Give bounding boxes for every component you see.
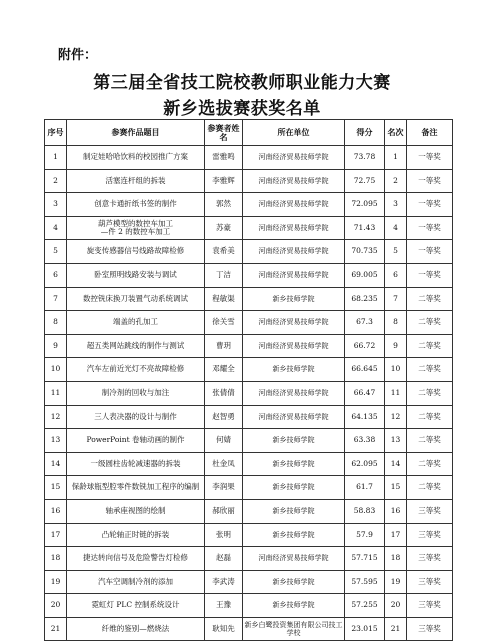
cell-name: 程敏渠: [205, 287, 243, 311]
cell-score: 67.3: [345, 311, 385, 335]
table-row: [45, 358, 453, 382]
cell-remark: 一等奖: [407, 263, 453, 287]
cell-index: 21: [45, 617, 67, 641]
cell-index: 11: [45, 381, 67, 405]
cell-name: 袁希美: [205, 240, 243, 264]
cell-score: 57.595: [345, 570, 385, 594]
cell-work: 汽车左前近光灯不亮故障检修: [67, 358, 205, 382]
cell-unit: 河南经济贸易技师学院: [243, 216, 345, 240]
cell-unit: 河南经济贸易技师学院: [243, 146, 345, 170]
cell-rank: 3: [385, 193, 407, 217]
cell-unit: 新乡技师学院: [243, 594, 345, 618]
cell-remark: 二等奖: [407, 429, 453, 453]
table-row: [45, 240, 453, 264]
table-row: [45, 476, 453, 500]
cell-unit: 新乡技师学院: [243, 476, 345, 500]
cell-unit: 河南经济贸易技师学院: [243, 405, 345, 429]
cell-name: 王豫: [205, 594, 243, 618]
cell-index: 8: [45, 311, 67, 335]
cell-work: 汽车空调制冷剂的添加: [67, 570, 205, 594]
cell-work: 保龄球瓶型腔零件数铣加工程序的编制: [67, 476, 205, 500]
cell-index: 2: [45, 169, 67, 193]
award-table: [44, 119, 453, 641]
header-rank: 名次: [385, 120, 407, 146]
cell-remark: 二等奖: [407, 287, 453, 311]
table-row: [45, 594, 453, 618]
table-row: [45, 452, 453, 476]
cell-remark: 二等奖: [407, 311, 453, 335]
cell-name: 赵磊: [205, 547, 243, 571]
table-body: [45, 146, 453, 641]
cell-name: 张倩倩: [205, 381, 243, 405]
cell-remark: 二等奖: [407, 452, 453, 476]
cell-rank: 2: [385, 169, 407, 193]
cell-work: 一级圆柱齿轮减速器的拆装: [67, 452, 205, 476]
cell-index: 15: [45, 476, 67, 500]
cell-work: 旋变传感器信号线路故障检修: [67, 240, 205, 264]
cell-work: 制定娃哈哈饮料的校园推广方案: [67, 146, 205, 170]
table-row: [45, 287, 453, 311]
table-header-row: [45, 120, 453, 146]
cell-remark: 二等奖: [407, 405, 453, 429]
cell-name: 张明: [205, 523, 243, 547]
cell-work: 葫芦模型的数控车加工 —件 2 的数控车加工: [67, 216, 205, 240]
cell-unit: 河南经济贸易技师学院: [243, 381, 345, 405]
cell-name: 丁洁: [205, 263, 243, 287]
table-row: [45, 193, 453, 217]
cell-index: 4: [45, 216, 67, 240]
table-row: [45, 146, 453, 170]
table-row: [45, 263, 453, 287]
cell-unit: 河南经济贸易技师学院: [243, 334, 345, 358]
cell-rank: 18: [385, 547, 407, 571]
cell-remark: 一等奖: [407, 240, 453, 264]
cell-name: 杜金凤: [205, 452, 243, 476]
cell-index: 7: [45, 287, 67, 311]
table-row: [45, 429, 453, 453]
cell-score: 57.255: [345, 594, 385, 618]
cell-score: 57.9: [345, 523, 385, 547]
cell-name: 郝欣丽: [205, 499, 243, 523]
cell-index: 13: [45, 429, 67, 453]
cell-name: 邓耀全: [205, 358, 243, 382]
cell-index: 19: [45, 570, 67, 594]
cell-rank: 5: [385, 240, 407, 264]
cell-remark: 一等奖: [407, 146, 453, 170]
table-row: [45, 216, 453, 240]
cell-name: 李武涛: [205, 570, 243, 594]
cell-unit: 河南经济贸易技师学院: [243, 169, 345, 193]
cell-index: 6: [45, 263, 67, 287]
cell-score: 66.645: [345, 358, 385, 382]
cell-rank: 6: [385, 263, 407, 287]
cell-remark: 二等奖: [407, 358, 453, 382]
cell-work: 凸轮轴正时链的拆装: [67, 523, 205, 547]
cell-index: 5: [45, 240, 67, 264]
table-row: [45, 570, 453, 594]
cell-work: 轴承座视图的绘制: [67, 499, 205, 523]
cell-rank: 7: [385, 287, 407, 311]
cell-unit: 河南经济贸易技师学院: [243, 263, 345, 287]
cell-unit: 新乡技师学院: [243, 523, 345, 547]
cell-score: 64.135: [345, 405, 385, 429]
cell-work: 纤维的鉴别—燃烧法: [67, 617, 205, 641]
cell-score: 62.095: [345, 452, 385, 476]
cell-remark: 一等奖: [407, 193, 453, 217]
cell-score: 72.75: [345, 169, 385, 193]
cell-unit: 河南经济贸易技师学院: [243, 240, 345, 264]
table-row: [45, 311, 453, 335]
cell-index: 10: [45, 358, 67, 382]
cell-rank: 14: [385, 452, 407, 476]
cell-score: 63.38: [345, 429, 385, 453]
cell-unit: 河南经济贸易技师学院: [243, 311, 345, 335]
cell-name: 耿知先: [205, 617, 243, 641]
document-title: 第三届全省技工院校教师职业能力大赛: [93, 73, 391, 93]
cell-unit: 新乡技师学院: [243, 287, 345, 311]
cell-score: 23.015: [345, 617, 385, 641]
table-row: [45, 334, 453, 358]
cell-index: 14: [45, 452, 67, 476]
cell-unit: 新乡白鹭投资集团有限公司技工学校: [243, 617, 345, 641]
cell-work: 端盖的孔加工: [67, 311, 205, 335]
cell-name: 雷雅鸣: [205, 146, 243, 170]
cell-index: 12: [45, 405, 67, 429]
cell-score: 73.78: [345, 146, 385, 170]
cell-index: 16: [45, 499, 67, 523]
cell-score: 66.72: [345, 334, 385, 358]
cell-remark: 三等奖: [407, 617, 453, 641]
cell-remark: 三等奖: [407, 499, 453, 523]
cell-name: 曹玥: [205, 334, 243, 358]
cell-name: 赵智勇: [205, 405, 243, 429]
cell-work: 超五类网站跳线的制作与测试: [67, 334, 205, 358]
cell-score: 57.715: [345, 547, 385, 571]
cell-work: 数控铣床换刀装置气动系统调试: [67, 287, 205, 311]
cell-unit: 新乡技师学院: [243, 358, 345, 382]
cell-remark: 三等奖: [407, 594, 453, 618]
cell-work: 卧室照明线路安装与调试: [67, 263, 205, 287]
cell-remark: 二等奖: [407, 381, 453, 405]
cell-remark: 一等奖: [407, 169, 453, 193]
cell-work: 霓虹灯 PLC 控制系统设计: [67, 594, 205, 618]
header-unit: 所在单位: [243, 120, 345, 146]
cell-score: 58.83: [345, 499, 385, 523]
cell-remark: 三等奖: [407, 547, 453, 571]
cell-rank: 12: [385, 405, 407, 429]
cell-index: 9: [45, 334, 67, 358]
cell-score: 68.235: [345, 287, 385, 311]
cell-unit: 新乡技师学院: [243, 452, 345, 476]
cell-rank: 20: [385, 594, 407, 618]
cell-rank: 17: [385, 523, 407, 547]
cell-unit: 新乡技师学院: [243, 499, 345, 523]
cell-remark: 三等奖: [407, 523, 453, 547]
header-index: 序号: [45, 120, 67, 146]
cell-score: 70.735: [345, 240, 385, 264]
cell-unit: 河南经济贸易技师学院: [243, 547, 345, 571]
table-row: [45, 523, 453, 547]
cell-rank: 15: [385, 476, 407, 500]
cell-work: PowerPoint 卷轴动画的制作: [67, 429, 205, 453]
cell-unit: 河南经济贸易技师学院: [243, 193, 345, 217]
cell-rank: 1: [385, 146, 407, 170]
cell-work: 三人表决器的设计与制作: [67, 405, 205, 429]
cell-unit: 新乡技师学院: [243, 570, 345, 594]
cell-name: 郭然: [205, 193, 243, 217]
table-row: [45, 381, 453, 405]
header-work: 参赛作品题目: [67, 120, 205, 146]
cell-name: 李润果: [205, 476, 243, 500]
cell-remark: 二等奖: [407, 334, 453, 358]
cell-index: 20: [45, 594, 67, 618]
cell-work: 创意卡通折纸书签的制作: [67, 193, 205, 217]
cell-score: 61.7: [345, 476, 385, 500]
cell-score: 69.005: [345, 263, 385, 287]
cell-name: 李雅辉: [205, 169, 243, 193]
cell-work: 制冷剂的回收与加注: [67, 381, 205, 405]
header-remark: 备注: [407, 120, 453, 146]
cell-score: 71.43: [345, 216, 385, 240]
table-row: [45, 169, 453, 193]
table-row: [45, 547, 453, 571]
table-row: [45, 405, 453, 429]
cell-score: 66.47: [345, 381, 385, 405]
cell-rank: 8: [385, 311, 407, 335]
cell-rank: 13: [385, 429, 407, 453]
cell-score: 72.095: [345, 193, 385, 217]
cell-rank: 19: [385, 570, 407, 594]
cell-index: 18: [45, 547, 67, 571]
cell-name: 徐关雪: [205, 311, 243, 335]
cell-work: 活塞连杆组的拆装: [67, 169, 205, 193]
table-row: [45, 499, 453, 523]
cell-index: 17: [45, 523, 67, 547]
table-row: [45, 617, 453, 641]
document-subtitle: 新乡选拔赛获奖名单: [163, 99, 321, 119]
cell-remark: 一等奖: [407, 216, 453, 240]
header-name: 参赛者姓名: [205, 120, 243, 146]
cell-index: 1: [45, 146, 67, 170]
cell-unit: 新乡技师学院: [243, 429, 345, 453]
header-score: 得分: [345, 120, 385, 146]
cell-index: 3: [45, 193, 67, 217]
cell-rank: 16: [385, 499, 407, 523]
cell-rank: 11: [385, 381, 407, 405]
cell-remark: 二等奖: [407, 476, 453, 500]
cell-rank: 21: [385, 617, 407, 641]
cell-name: 何婧: [205, 429, 243, 453]
cell-rank: 9: [385, 334, 407, 358]
cell-rank: 4: [385, 216, 407, 240]
cell-rank: 10: [385, 358, 407, 382]
cell-name: 苏豪: [205, 216, 243, 240]
cell-work: 捷达转向信号及危险警告灯检修: [67, 547, 205, 571]
attachment-label: 附件：: [58, 48, 98, 63]
cell-remark: 三等奖: [407, 570, 453, 594]
